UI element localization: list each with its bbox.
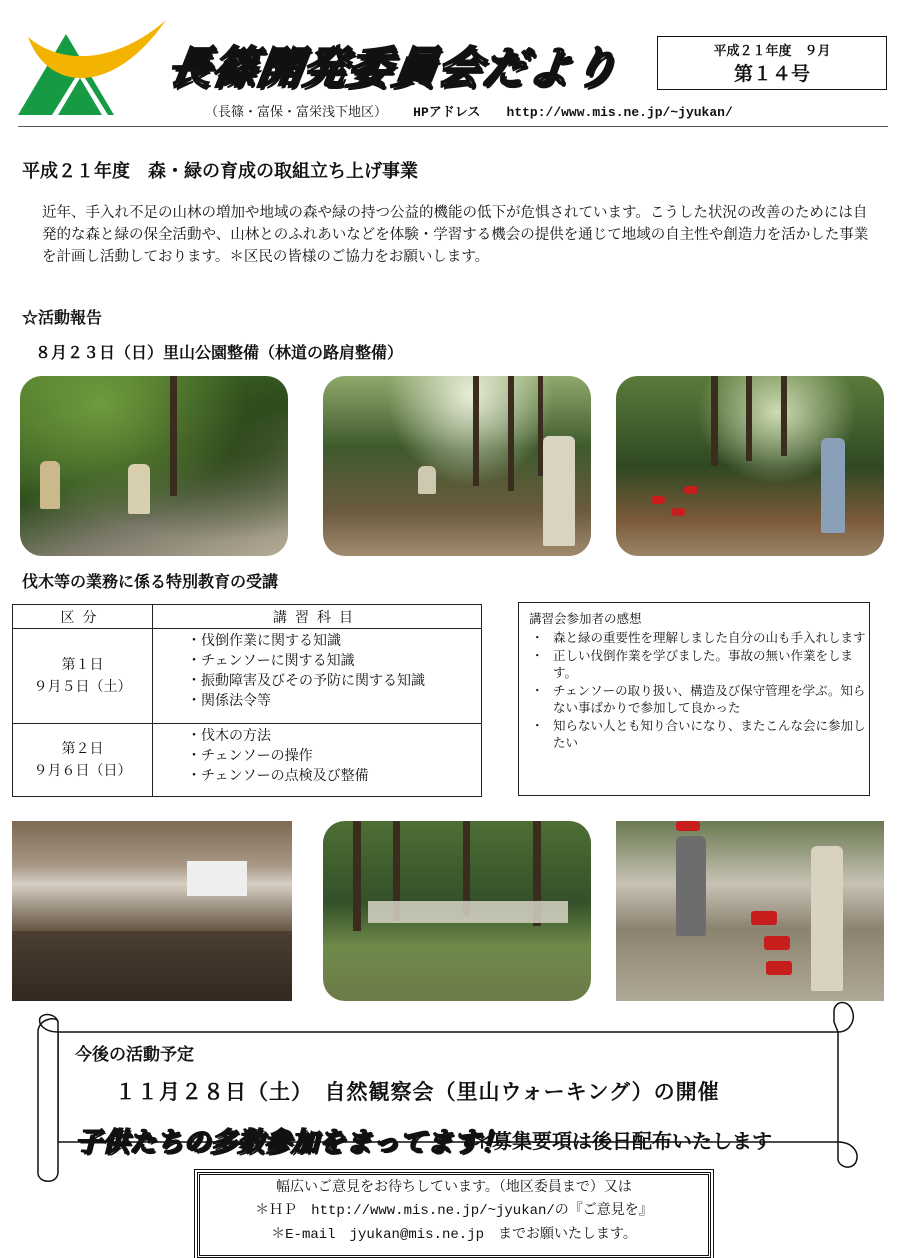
issue-date: 平成２１年度 ９月 xyxy=(713,44,831,59)
training-schedule-table xyxy=(12,604,482,797)
contact-line-1: 幅広いご意見をお待ちしています。（地区委員まで）又は xyxy=(276,1179,632,1195)
contact-line-hp[interactable]: ＊ＨＰ http://www.mis.ne.jp/~jyukan/の『ご意見を』 xyxy=(255,1203,653,1219)
photo-chainsaw-inspection xyxy=(616,821,884,1001)
committee-logo xyxy=(18,12,168,117)
feedback-list xyxy=(519,629,869,752)
feedback-item: ・ 知らない人とも知り合いになり、またこんな会に参加したい xyxy=(553,717,869,752)
photo-road-shoulder-work-3 xyxy=(616,376,884,556)
article-intro: 近年、手入れ不足の山林の増加や地域の森や緑の持つ公益的機能の低下が危惧されています。こうした状況の改善のためには自発的な森と緑の保全活動や、山林とのふれあいなどを体験・学習する機会の提供を通じて地域の自主性や創造力を活かした事業を計画し活動しております。＊区民の皆様のご協力をお願いします。 xyxy=(42,205,869,265)
feedback-title: 講習会参加者の感想 xyxy=(529,611,642,626)
session-cell xyxy=(13,724,153,797)
issue-box xyxy=(657,36,887,90)
hp-url-link[interactable]: http://www.mis.ne.jp/~jyukan/ xyxy=(506,105,733,120)
masthead-subtitle xyxy=(205,101,733,120)
upcoming-plan-heading: 今後の活動予定 xyxy=(75,1045,194,1065)
activity1-title: ８月２３日（日）里山公園整備（林道の路肩整備） xyxy=(35,343,404,362)
topic-item: ・関係法令等 xyxy=(187,693,271,709)
district-names: （長篠・富保・富栄浅下地区） xyxy=(205,105,388,120)
photo-lecture-hall xyxy=(12,821,292,1001)
topic-item: ・チェンソーの点検及び整備 xyxy=(187,768,369,785)
topic-item: ・チェンソーに関する知識 xyxy=(187,653,355,669)
contact-line-email[interactable]: ＊E-mail jyukan@mis.ne.jp までお願いたします。 xyxy=(271,1227,637,1243)
photo-felling-practice xyxy=(323,821,591,1001)
topic-item: ・伐木の方法 xyxy=(187,728,271,745)
training-heading: 伐木等の業務に係る特別教育の受講 xyxy=(22,572,279,591)
activity-report-heading: ☆活動報告 xyxy=(22,308,103,327)
topics-cell xyxy=(153,629,482,724)
session-label: 第２日 xyxy=(61,741,104,758)
column-header-session: 区分 xyxy=(13,605,153,629)
photo-road-shoulder-work-2 xyxy=(323,376,591,556)
hp-label: HPアドレス xyxy=(413,105,481,120)
table-row xyxy=(13,724,482,797)
article-headline: 平成２１年度 森・緑の育成の取組立ち上げ事業 xyxy=(22,161,418,182)
topic-item: ・振動障害及びその予防に関する知識 xyxy=(187,673,425,689)
table-header-row xyxy=(13,605,482,629)
topic-item: ・チェンソーの操作 xyxy=(187,748,313,765)
session-date: ９月５日（土） xyxy=(33,679,132,696)
children-invitation-callout: 子供たちの多数参加をまってます！ xyxy=(75,1127,507,1158)
session-cell xyxy=(13,629,153,724)
topics-cell xyxy=(153,724,482,797)
feedback-item: ・ 森と緑の重要性を理解しました自分の山も手入れします xyxy=(553,629,869,647)
recruitment-note: ＊募集要項は後日配布いたします xyxy=(472,1129,772,1153)
feedback-item: ・ 正しい伐倒作業を学びました。事故の無い作業をします。 xyxy=(553,647,869,682)
upcoming-event-title: １１月２８日（土） 自然観察会（里山ウォーキング）の開催 xyxy=(115,1079,720,1104)
participant-feedback-box xyxy=(518,602,870,796)
photo-road-shoulder-work-1 xyxy=(20,376,288,556)
column-header-topics: 講習科目 xyxy=(153,605,482,629)
topic-item: ・伐倒作業に関する知識 xyxy=(187,633,341,649)
issue-number: 第１４号 xyxy=(733,63,810,85)
session-label: 第１日 xyxy=(61,657,104,674)
feedback-contact-box xyxy=(197,1172,711,1258)
masthead-title: 長篠開発委員会だより xyxy=(163,43,621,94)
feedback-item: ・ チェンソーの取り扱い、構造及び保守管理を学ぶ。知らない事ばかりで参加して良かった xyxy=(553,682,869,717)
table-row xyxy=(13,629,482,724)
header-divider xyxy=(18,126,888,127)
session-date: ９月６日（日） xyxy=(33,763,132,780)
